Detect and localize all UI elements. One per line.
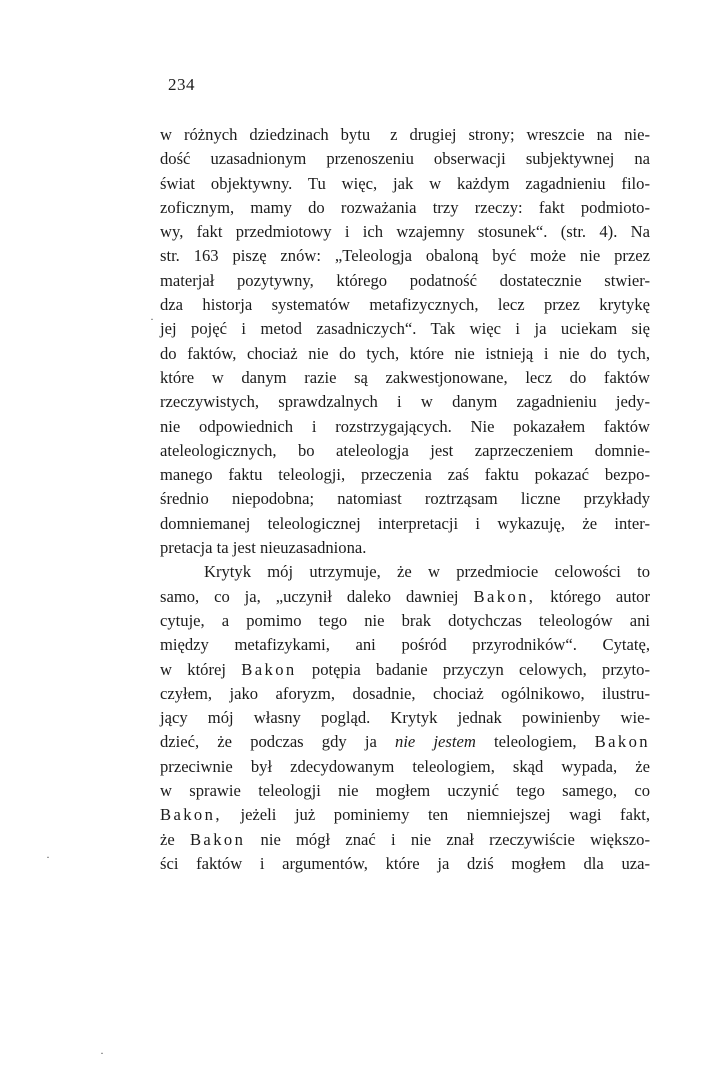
text-line: nie odpowiednich i rozstrzygających. Nie pokazałem faktów: [160, 416, 650, 436]
text-line: do faktów, chociaż nie do tych, które nie istnieją i nie do tych,: [160, 343, 650, 363]
text-fragment: w różnych dziedzinach bytu: [160, 125, 371, 144]
text-line: pretacja ta jest nieuzasadniona.: [160, 538, 367, 558]
text-line: dza historja systematów metafizycznych, lecz przez krytykę: [160, 295, 650, 315]
text-line: cytuje, a pomimo tego nie brak dotychczas teleologów ani: [160, 610, 650, 630]
text-fragment: teleologiem,: [494, 732, 577, 752]
text-line: [160, 803, 650, 827]
text-line: [160, 585, 650, 609]
text-line: średnio niepodobna; natomiast roztrząsam liczne przykłady: [160, 489, 650, 509]
text-fragment: z drugiej strony; wreszcie na nie-: [390, 125, 651, 144]
spaced-name: Bakon,: [160, 805, 222, 825]
text-fragment: potępia badanie przyczyn celowych, przyto-: [311, 659, 650, 679]
text-line: jący mój własny pogląd. Krytyk jednak powinienby wie-: [160, 708, 650, 728]
text-line: [160, 828, 650, 852]
spaced-name: Bakon: [594, 732, 650, 752]
text-line: domniemanej teleologicznej interpretacji i wykazuję, że inter-: [160, 513, 650, 533]
text-line: czyłem, jako aforyzm, dosadnie, chociaż ogólnikowo, ilustru-: [160, 683, 650, 703]
text-fragment: jeżeli już pominiemy ten niemniejszej wagi fakt,: [240, 805, 650, 825]
text-line: wy, fakt przedmiotowy i ich wzajemny stosunek“. (str. 4). Na: [160, 222, 650, 242]
text-line: ści faktów i argumentów, które ja dziś mogłem dla uza-: [160, 853, 650, 873]
body-text: [160, 123, 650, 876]
text-line: [160, 658, 650, 682]
text-line: przeciwnie był zdecydowanym teleologiem, skąd wypada, że: [160, 756, 650, 776]
text-line: zoficznym, mamy do rozważania trzy rzeczy: fakt podmioto-: [160, 197, 650, 217]
text-fragment: że: [160, 829, 175, 849]
margin-speck: ·: [100, 1046, 104, 1060]
spaced-name: Bakon: [189, 829, 246, 849]
text-line: świat objektywny. Tu więc, jak w każdym zagadnieniu filo-: [160, 173, 650, 193]
text-line: między metafizykami, ani pośród przyrodników“. Cytatę,: [160, 635, 650, 655]
text-fragment: nie mógł znać i nie znał rzeczywiście większo-: [260, 829, 650, 849]
text-line: rzeczywistych, sprawdzalnych i w danym zagadnieniu jedy-: [160, 392, 650, 412]
text-fragment: samo, co ja, „uczynił daleko dawniej: [160, 586, 459, 606]
text-line: [160, 730, 650, 754]
text-line: str. 163 piszę znów: „Teleologja obaloną być może nie przez: [160, 246, 650, 266]
text-line: które w danym razie są zakwestjonowane, lecz do faktów: [160, 367, 650, 387]
spaced-name: Bakon,: [473, 586, 536, 606]
text-line: ateleologicznych, bo ateleologja jest zaprzeczeniem domnie-: [160, 440, 650, 460]
text-fragment: dzieć, że podczas gdy ja: [160, 732, 377, 752]
page-number: 234: [168, 75, 195, 94]
text-line: dość uzasadnionym przenoszeniu obserwacji subjektywnej na: [160, 149, 650, 169]
text-line: Krytyk mój utrzymuje, że w przedmiocie celowości to: [204, 562, 650, 582]
spaced-name: Bakon: [241, 659, 297, 679]
margin-speck: ·: [46, 850, 50, 864]
margin-speck: ·: [150, 312, 154, 326]
text-line: manego faktu teleologji, przeczenia zaś faktu pokazać bezpo-: [160, 465, 650, 485]
text-line: w sprawie teleologji nie mogłem uczynić tego samego, co: [160, 781, 650, 801]
emphasized-text: nie jestem: [395, 732, 476, 752]
text-line: jej pojęć i metod zasadniczych“. Tak więc i ja uciekam się: [160, 319, 650, 339]
text-fragment: w której: [160, 659, 226, 679]
text-fragment: którego autor: [550, 586, 651, 606]
text-line: [160, 123, 650, 147]
text-line: materjał pozytywny, którego podatność dostatecznie stwier-: [160, 270, 650, 290]
